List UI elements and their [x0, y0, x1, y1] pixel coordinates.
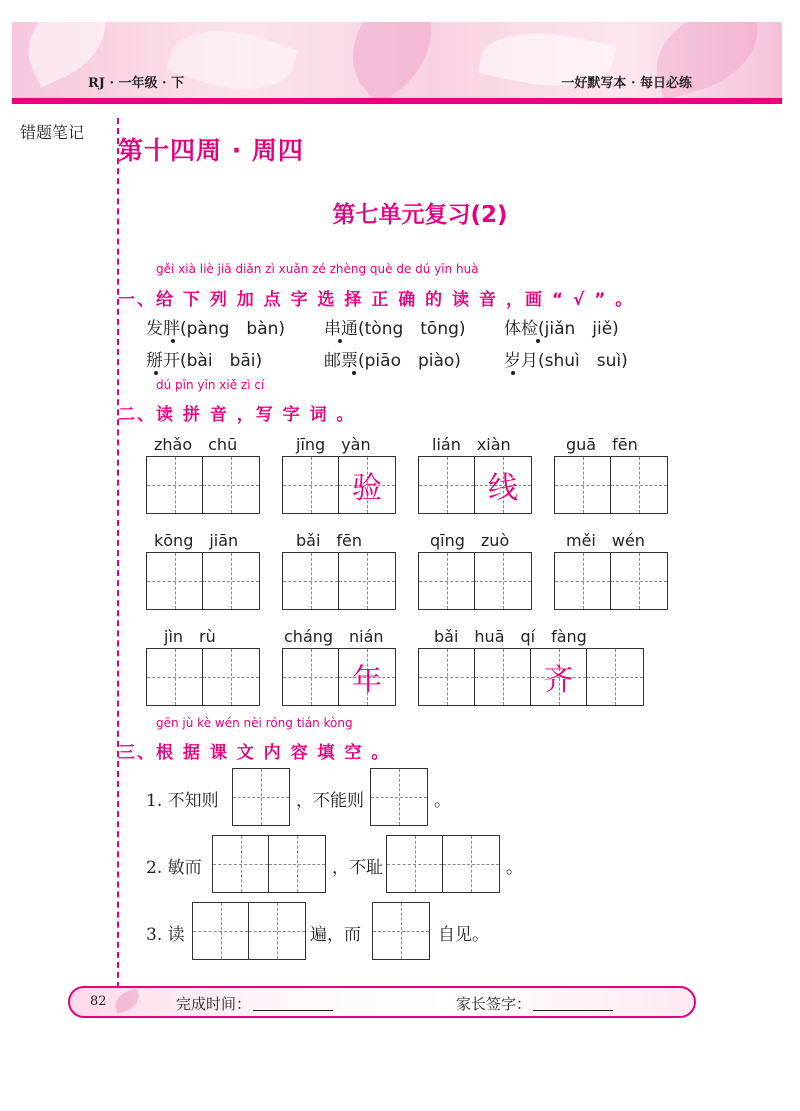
- question-text: 2. 敏而: [146, 858, 202, 878]
- writing-grid[interactable]: [282, 648, 396, 706]
- petal-decoration: [328, 22, 456, 104]
- writing-grid[interactable]: [554, 456, 668, 514]
- grid-char: [203, 649, 259, 705]
- word-pinyin: kōng jiān: [154, 531, 239, 550]
- blank-line[interactable]: [533, 1010, 613, 1011]
- error-notes-label: 错题笔记: [20, 123, 85, 142]
- grid-cell[interactable]: [203, 553, 259, 609]
- grid-cell[interactable]: [373, 903, 429, 959]
- writing-grid[interactable]: [418, 456, 532, 514]
- grid-char: [611, 553, 667, 609]
- question-text: 1. 不知则: [146, 791, 219, 811]
- question-text: 遍，而: [310, 925, 361, 945]
- grid-cell[interactable]: [339, 649, 395, 705]
- word-pinyin: guā fēn: [566, 435, 638, 454]
- word-pinyin: jīng yàn: [296, 435, 371, 454]
- word-pinyin: cháng nián: [284, 627, 384, 646]
- grid-char: [147, 457, 202, 513]
- grid-cell[interactable]: [203, 457, 259, 513]
- choice-item[interactable]: 岁月(shuì suì): [504, 351, 628, 371]
- grid-cell[interactable]: [611, 553, 667, 609]
- choice-item[interactable]: 掰开(bài bāi): [146, 351, 263, 371]
- grid-cell[interactable]: [213, 836, 269, 892]
- grid-cell[interactable]: [283, 457, 339, 513]
- grade-label: RJ · 一年级 · 下: [88, 76, 185, 91]
- grid-cell[interactable]: [269, 836, 325, 892]
- grid-char: [555, 553, 610, 609]
- margin-divider: [117, 118, 119, 998]
- grid-cell[interactable]: [147, 553, 203, 609]
- answer-grid[interactable]: [232, 768, 290, 826]
- grid-cell[interactable]: [555, 457, 611, 513]
- header-bar: [12, 98, 782, 104]
- choice-item[interactable]: 邮票(piāo piào): [324, 351, 461, 371]
- grid-cell[interactable]: [387, 836, 443, 892]
- grid-cell[interactable]: [283, 553, 339, 609]
- answer-grid[interactable]: [372, 902, 430, 960]
- section2-heading: 二、读 拼 音 ，写 字 词 。: [118, 405, 356, 425]
- grid-cell[interactable]: [193, 903, 249, 959]
- grid-char: 线: [488, 471, 518, 506]
- grid-cell[interactable]: [611, 457, 667, 513]
- grid-char: [555, 457, 610, 513]
- emphasis-dot: [536, 339, 540, 343]
- section1-heading: 一、给 下 列 加 点 字 选 择 正 确 的 读 音 ，画 “ √ ” 。: [118, 290, 635, 310]
- grid-cell[interactable]: [555, 553, 611, 609]
- grid-char: [419, 553, 474, 609]
- grid-char: [339, 553, 395, 609]
- grid-char: [419, 457, 474, 513]
- writing-grid[interactable]: [282, 456, 396, 514]
- grid-cell[interactable]: [475, 457, 531, 513]
- grid-cell[interactable]: [587, 649, 643, 705]
- grid-char: [283, 457, 338, 513]
- grid-cell[interactable]: [475, 553, 531, 609]
- writing-grid[interactable]: [418, 552, 532, 610]
- grid-cell[interactable]: [443, 836, 499, 892]
- petal-decoration: [166, 22, 299, 104]
- answer-grid[interactable]: [386, 835, 500, 893]
- section3-heading: 三、根 据 课 文 内 容 填 空 。: [118, 743, 391, 763]
- grid-cell[interactable]: [203, 649, 259, 705]
- writing-grid[interactable]: [418, 648, 644, 706]
- emphasis-dot: [511, 371, 515, 375]
- grid-char: 年: [352, 663, 382, 698]
- grid-char: [587, 649, 643, 705]
- word-pinyin: bǎi huā qí fàng: [434, 627, 587, 646]
- word-pinyin: bǎi fēn: [296, 531, 363, 550]
- page-number: 82: [90, 994, 107, 1009]
- grid-cell[interactable]: [531, 649, 587, 705]
- grid-cell[interactable]: [419, 457, 475, 513]
- header-banner: [12, 22, 782, 104]
- question-text: 。: [506, 858, 523, 878]
- question-text: ，不耻: [332, 858, 383, 878]
- grid-char: [283, 553, 338, 609]
- unit-title: 第七单元复习(2): [332, 202, 508, 228]
- emphasis-dot: [154, 371, 158, 375]
- grid-cell[interactable]: [475, 649, 531, 705]
- question-text: 3. 读: [146, 925, 185, 945]
- grid-char: 齐: [543, 663, 574, 698]
- grid-cell[interactable]: [371, 769, 427, 825]
- question-text: 自见。: [438, 925, 489, 945]
- section1-pinyin: gěi xià liè jiā diǎn zì xuǎn zé zhèng què de dú yīn huà: [156, 262, 479, 276]
- parent-signature-field[interactable]: [456, 993, 613, 1014]
- writing-grid[interactable]: [146, 648, 260, 706]
- grid-char: [203, 457, 259, 513]
- word-pinyin: lián xiàn: [432, 435, 511, 454]
- writing-grid[interactable]: [146, 456, 260, 514]
- grid-char: 验: [352, 471, 382, 506]
- grid-cell[interactable]: [147, 457, 203, 513]
- grid-char: [283, 649, 338, 705]
- question-text: ，不能则: [296, 791, 364, 811]
- grid-cell[interactable]: [339, 553, 395, 609]
- grid-cell[interactable]: [419, 649, 475, 705]
- grid-cell[interactable]: [233, 769, 289, 825]
- choice-item[interactable]: 发胖(pàng bàn): [146, 319, 286, 339]
- choice-item[interactable]: 串通(tòng tōng): [324, 319, 466, 339]
- word-pinyin: qīng zuò: [430, 531, 510, 550]
- word-pinyin: zhǎo chū: [154, 435, 238, 454]
- completion-time-label: 完成时间：: [176, 995, 252, 1013]
- week-title: 第十四周 · 周四: [118, 136, 304, 165]
- answer-grid[interactable]: [212, 835, 326, 893]
- grid-cell[interactable]: [339, 457, 395, 513]
- petal-decoration: [112, 988, 143, 1014]
- writing-grid[interactable]: [554, 552, 668, 610]
- emphasis-dot: [352, 371, 356, 375]
- parent-signature-label: 家长签字：: [456, 995, 532, 1013]
- grid-char: [419, 649, 474, 705]
- grid-char: [147, 553, 202, 609]
- answer-grid[interactable]: [370, 768, 428, 826]
- word-pinyin: měi wén: [566, 531, 645, 550]
- grid-cell[interactable]: [419, 553, 475, 609]
- emphasis-dot: [171, 339, 175, 343]
- grid-char: [475, 553, 531, 609]
- blank-line[interactable]: [253, 1010, 333, 1011]
- grid-cell[interactable]: [283, 649, 339, 705]
- word-pinyin: jìn rù: [164, 627, 216, 646]
- section3-pinyin: gēn jù kè wén nèi róng tián kòng: [156, 716, 353, 730]
- grid-char: [147, 649, 202, 705]
- writing-grid[interactable]: [282, 552, 396, 610]
- footer-bar: [68, 986, 696, 1018]
- grid-char: [611, 457, 667, 513]
- writing-grid[interactable]: [146, 552, 260, 610]
- question-text: 。: [434, 791, 451, 811]
- series-label: 一好默写本 · 每日必练: [561, 76, 692, 91]
- completion-time-field[interactable]: [176, 993, 333, 1014]
- grid-char: [475, 649, 530, 705]
- grid-cell[interactable]: [147, 649, 203, 705]
- answer-grid[interactable]: [192, 902, 306, 960]
- section2-pinyin: dú pīn yīn xiě zì cí: [156, 378, 265, 392]
- choice-item[interactable]: 体检(jiǎn jiě): [504, 319, 619, 339]
- grid-char: [203, 553, 259, 609]
- emphasis-dot: [338, 339, 342, 343]
- grid-cell[interactable]: [249, 903, 305, 959]
